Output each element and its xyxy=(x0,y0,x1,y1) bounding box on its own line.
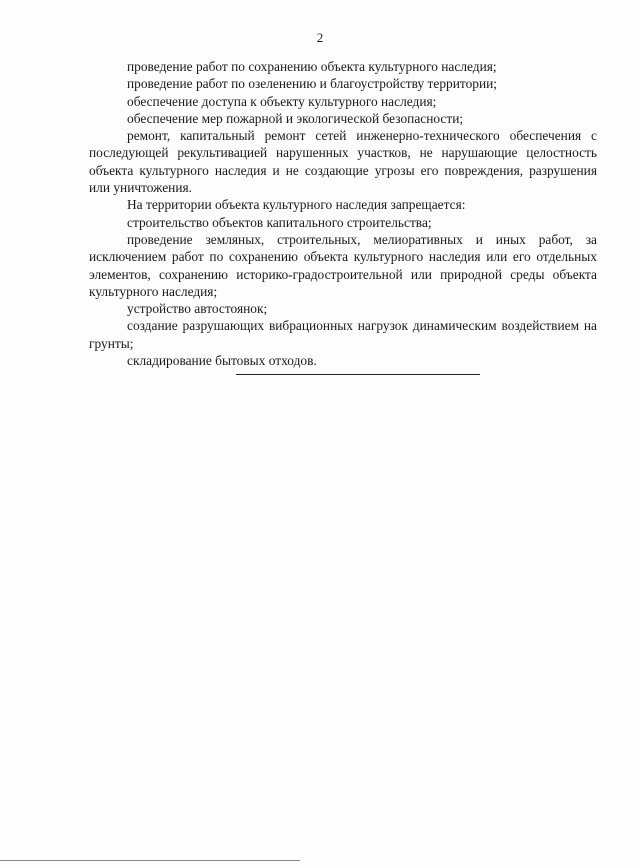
list-item: ремонт, капитальный ремонт сетей инженерно-технического обеспечения с последующей рекультивацией нарушенных участков, не нарушающие целостность объекта культурного наследия и не создающие угрозы его повреждения, разрушения или уничтожения. xyxy=(89,128,597,196)
list-item: проведение работ по озеленению и благоустройству территории; xyxy=(127,76,498,92)
list-item: складирование бытовых отходов. xyxy=(127,353,317,369)
section-heading: На территории объекта культурного наследия запрещается: xyxy=(127,197,466,213)
page-number: 2 xyxy=(316,30,324,45)
list-item: создание разрушающих вибрационных нагрузок динамическим воздействием на грунты; xyxy=(89,318,597,351)
list-item: проведение земляных, строительных, мелиоративных и иных работ, за исключением работ по сохранению объекта культурного наследия или его отдельных элементов, сохранению историко-градостроительной или природной среды объекта культурного наследия; xyxy=(89,231,597,299)
list-item: устройство автостоянок; xyxy=(127,301,268,317)
scan-edge-line xyxy=(0,860,300,861)
list-item: строительство объектов капитального строительства; xyxy=(127,214,432,230)
document-body xyxy=(89,58,597,369)
list-item: обеспечение доступа к объекту культурного наследия; xyxy=(127,93,437,109)
end-divider xyxy=(236,374,480,375)
list-item: проведение работ по сохранению объекта культурного наследия; xyxy=(127,59,497,74)
list-item: обеспечение мер пожарной и экологической безопасности; xyxy=(127,110,464,126)
